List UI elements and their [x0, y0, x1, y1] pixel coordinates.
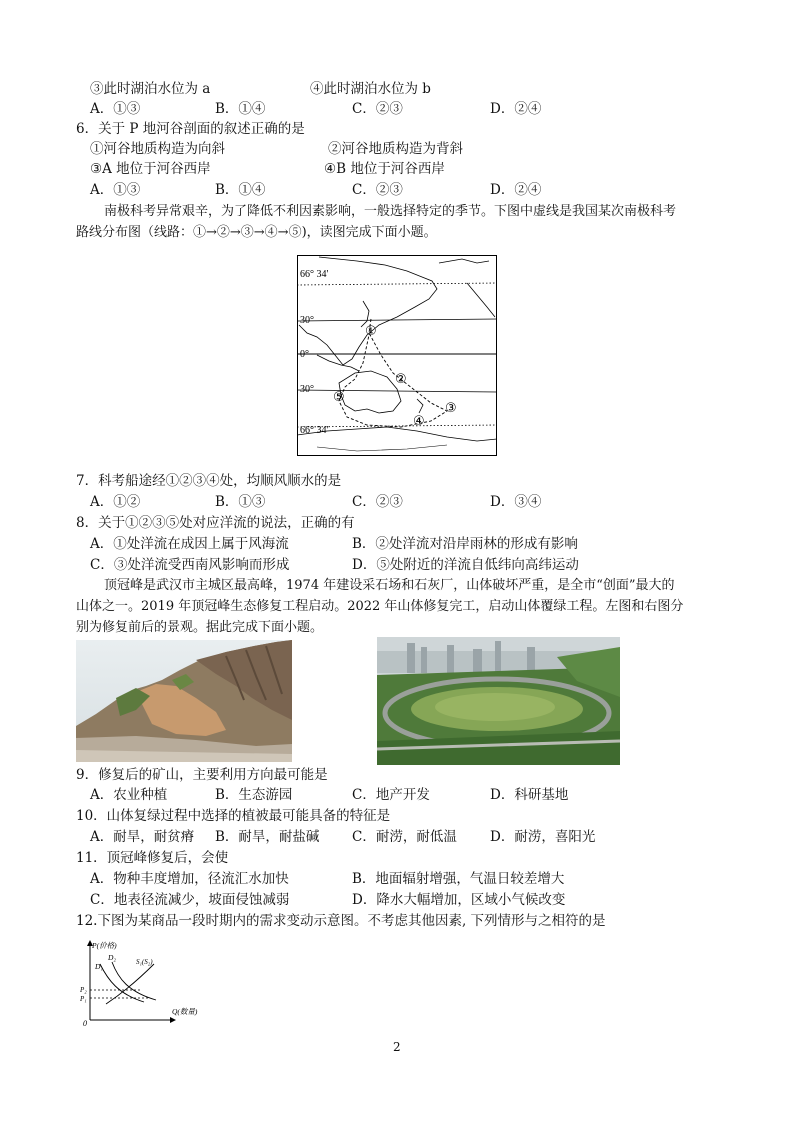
q11-stem: 11．顶冠峰修复后，会使	[76, 850, 229, 866]
q11-option-c[interactable]: C．地表径流减少，坡面侵蚀减弱	[90, 892, 290, 908]
route-point-5: ⑤	[333, 390, 345, 405]
q7-option-b[interactable]: B．①③	[215, 494, 266, 510]
label-lat-30s: 30°	[300, 384, 314, 395]
label-lat-66n: 66° 34'	[300, 269, 329, 280]
mountain-intro-line-3: 别为修复前后的景观。据此完成下面小题。	[76, 620, 324, 635]
q5-statement-4: ④此时湖泊水位为 b	[310, 81, 431, 97]
route-point-4: ④	[413, 414, 425, 429]
q10-option-c[interactable]: C．耐涝，耐低温	[352, 829, 457, 845]
route-point-1: ①	[365, 324, 377, 339]
demand-curve-d2	[112, 962, 156, 1000]
q6-stem: 6．关于 P 地河谷剖面的叙述正确的是	[76, 121, 305, 137]
q11-option-b[interactable]: B．地面辐射增强，气温日较差增大	[352, 871, 565, 887]
d2-label: D₂	[108, 953, 117, 962]
y-axis-label: P(价格)	[92, 941, 117, 950]
route-point-3: ③	[445, 401, 457, 416]
q6-option-c[interactable]: C．②③	[352, 182, 403, 198]
q8-option-b[interactable]: B．②处洋流对沿岸雨林的形成有影响	[352, 536, 578, 552]
label-lat-66s: 66° 34'	[300, 425, 329, 436]
q7-option-a[interactable]: A．①②	[90, 494, 141, 510]
q8-option-d[interactable]: D．⑤处附近的洋流自低纬向高纬运动	[352, 557, 579, 573]
q9-option-a[interactable]: A．农业种植	[90, 787, 168, 803]
q5-option-a[interactable]: A．①③	[90, 101, 141, 117]
q6-option-a[interactable]: A．①③	[90, 182, 141, 198]
q10-option-a[interactable]: A．耐旱，耐贫瘠	[90, 829, 195, 845]
q11-option-a[interactable]: A．物种丰度增加，径流汇水加快	[90, 871, 289, 887]
photo-after-restoration	[377, 637, 620, 765]
p1-label: P₁	[80, 995, 87, 1003]
demand-curve-d1	[100, 964, 144, 1002]
q8-option-c[interactable]: C．③处洋流受西南风影响而形成	[90, 557, 290, 573]
q10-option-b[interactable]: B．耐旱，耐盐碱	[215, 829, 320, 845]
q11-option-d[interactable]: D．降水大幅增加，区域小气候改变	[352, 892, 566, 908]
route-point-2: ②	[395, 372, 407, 387]
q6-option-d[interactable]: D．②④	[490, 182, 542, 198]
q6-statement-3: ③A 地位于河谷西岸	[90, 161, 211, 177]
q7-option-c[interactable]: C．②③	[352, 494, 403, 510]
q8-option-a[interactable]: A．①处洋流在成因上属于风海流	[90, 536, 289, 552]
q9-option-d[interactable]: D．科研基地	[490, 787, 569, 803]
q10-stem: 10．山体复绿过程中选择的植被最可能具备的特征是	[76, 808, 391, 824]
q5-option-d[interactable]: D．②④	[490, 101, 542, 117]
q7-stem: 7．科考船途经①②③④处，均顺风顺水的是	[76, 473, 342, 489]
x-axis-label: Q(数量)	[172, 1007, 198, 1016]
mountain-intro-line-1: 顶冠峰是武汉市主城区最高峰，1974 年建设采石场和石灰厂，山体破坏严重，是全市“创面”最大的	[104, 578, 675, 593]
supply-label: S₁(S₂)	[136, 958, 153, 966]
q6-statement-1: ①河谷地质构造为向斜	[90, 141, 225, 157]
antarctic-intro-line-1: 南极科考异常艰辛，为了降低不利因素影响，一般选择特定的季节。下图中虚线是我国某次南极科考	[104, 204, 677, 219]
q12-stem: 12.下图为某商品一段时期内的需求变动示意图。不考虑其他因素, 下列情形与之相符的是	[76, 913, 606, 929]
q6-option-b[interactable]: B．①④	[215, 182, 266, 198]
q8-stem: 8．关于①②③⑤处对应洋流的说法，正确的有	[76, 515, 355, 531]
q9-option-c[interactable]: C．地产开发	[352, 787, 430, 803]
d1-label: D₁	[95, 962, 104, 971]
antarctic-intro-line-2: 路线分布图（线路：①→②→③→④→⑤)，读图完成下面小题。	[76, 225, 437, 240]
label-lat-30n: 30°	[300, 315, 314, 326]
page-number: 2	[393, 1040, 401, 1054]
q9-stem: 9．修复后的矿山，主要利用方向最可能是	[76, 767, 328, 783]
q5-option-b[interactable]: B．①④	[215, 101, 266, 117]
origin-label: 0	[83, 1019, 87, 1028]
mountain-intro-line-2: 山体之一。2019 年顶冠峰生态修复工程启动。2022 年山体修复完工，启动山体覆绿工程。左图和右图分	[76, 599, 684, 614]
x-axis-arrow	[170, 1017, 176, 1023]
antarctic-route-map	[297, 255, 497, 456]
q6-statement-2: ②河谷地质构造为背斜	[328, 141, 463, 157]
q9-option-b[interactable]: B．生态游园	[215, 787, 293, 803]
q5-statement-3: ③此时湖泊水位为 a	[90, 81, 211, 97]
photo-before-restoration	[76, 640, 292, 762]
p2-label: P₂	[80, 986, 87, 994]
q5-option-c[interactable]: C．②③	[352, 101, 403, 117]
label-lat-0: 0°	[300, 349, 309, 360]
q6-statement-4: ④B 地位于河谷西岸	[324, 161, 445, 177]
q10-option-d[interactable]: D．耐涝，喜阳光	[490, 829, 596, 845]
q7-option-d[interactable]: D．③④	[490, 494, 542, 510]
demand-shift-graph	[80, 938, 210, 1028]
